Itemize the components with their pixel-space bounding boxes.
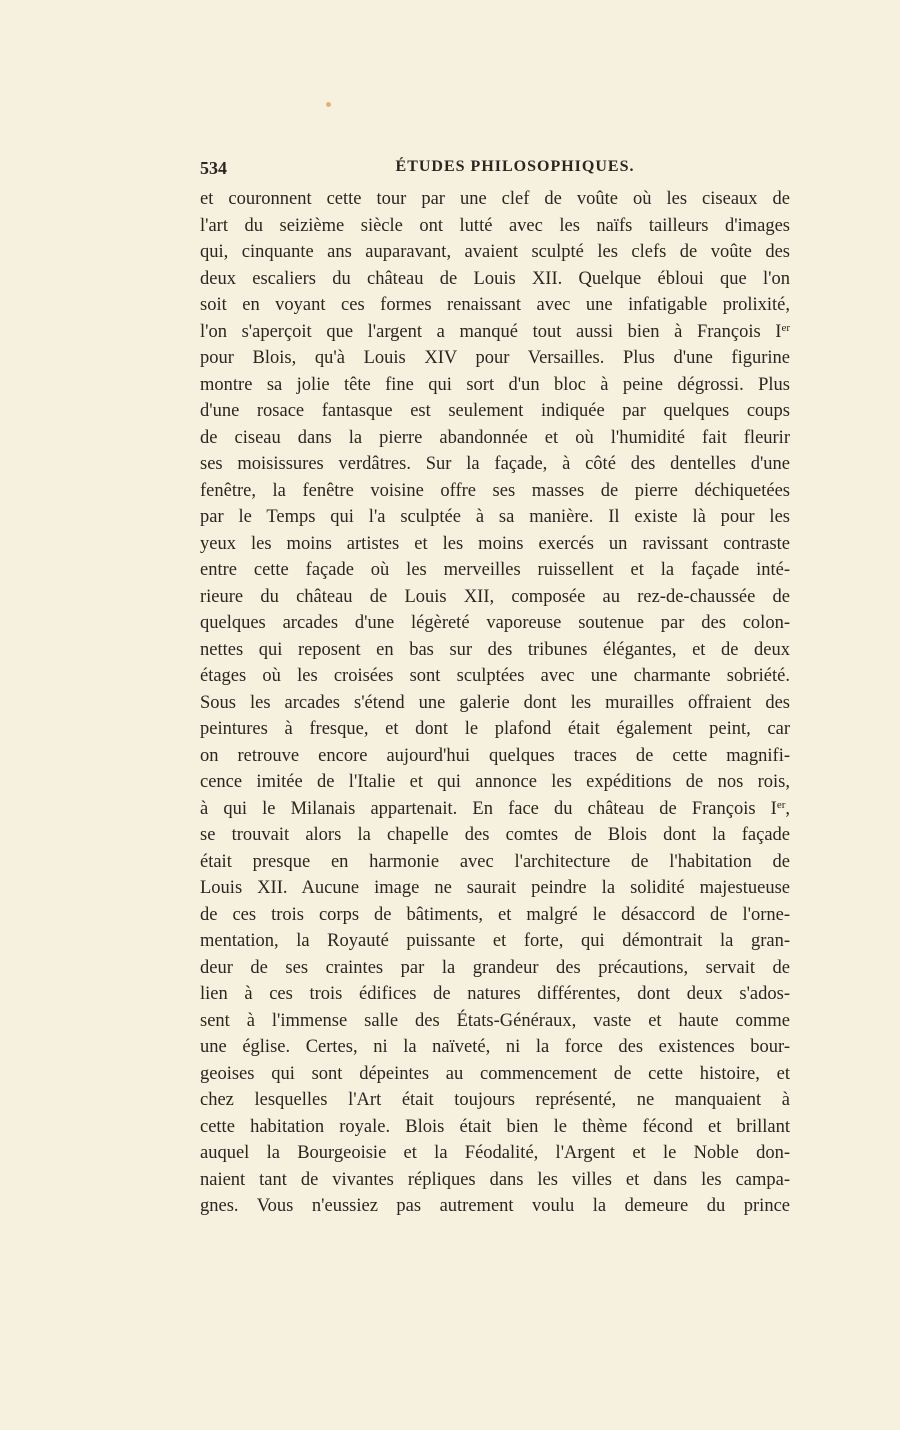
text-line [200,584,790,611]
text-line [200,716,790,743]
line-text: cence imitée de l'Italie et qui annonce les expéditions de nos rois, [200,772,790,792]
line-text: chez lesquelles l'Art était toujours représenté, ne manquaient à [200,1090,790,1110]
text-line [200,743,790,770]
line-text: geoises qui sont dépeintes au commencement de cette histoire, et [200,1063,790,1084]
line-text: on retrouve encore aujourd'hui quelques traces de cette magnifi- [200,745,790,766]
text-line [200,955,790,982]
line-text: lien à ces trois édifices de natures différentes, dont deux s'ados- [200,984,790,1004]
text-line [200,213,790,240]
text-line [200,1087,790,1114]
text-line [200,425,790,452]
text-line [200,822,790,849]
text-line [200,531,790,558]
text-line [200,1140,790,1167]
line-text: de ciseau dans la pierre abandonnée et où l'humidité fait fleurir [200,427,790,448]
line-text: yeux les moins artistes et les moins exercés un ravissant contraste [200,533,790,554]
text-line [200,1114,790,1141]
text-line [200,796,790,823]
text-line [200,239,790,266]
text-line [200,902,790,929]
line-text: par le Temps qui l'a sculptée à sa manière. Il existe là pour les [200,507,790,527]
line-text: nettes qui reposent en bas sur des tribunes élégantes, et de deux [200,639,790,660]
line-text-tail: , [785,798,790,819]
line-text: d'une rosace fantasque est seulement indiquée par quelques coups [200,401,790,421]
text-line [200,478,790,505]
line-text: gnes. Vous n'eussiez pas autrement voulu la demeure du prince [200,1196,790,1216]
text-line [200,875,790,902]
text-line [200,292,790,319]
text-line [200,1008,790,1035]
line-text: qui, cinquante ans auparavant, avaient sculpté les clefs de voûte des [200,242,790,262]
text-line [200,1193,790,1220]
line-text: naient tant de vivantes répliques dans les villes et dans les campa- [200,1169,790,1190]
line-text: rieure du château de Louis XII, composée au rez-de-chaussée de [200,586,790,607]
line-text: peintures à fresque, et dont le plafond était également peint, car [200,719,790,739]
page-number: 534 [200,158,227,178]
line-text: auquel la Bourgeoisie et la Féodalité, l'Argent et le Noble don- [200,1143,790,1163]
line-text: Louis XII. Aucune image ne saurait peindre la solidité majestueuse [200,878,790,898]
line-text: l'on s'aperçoit que l'argent a manqué tout aussi bien à François I [200,321,782,342]
line-text: sent à l'immense salle des États-Généraux, vaste et haute comme [200,1010,790,1031]
line-text: cette habitation royale. Blois était bien le thème fécond et brillant [200,1116,790,1137]
text-line [200,266,790,293]
line-text: mentation, la Royauté puissante et forte, qui démontrait la gran- [200,931,790,951]
line-text: Sous les arcades s'étend une galerie dont les murailles offraient des [200,692,790,713]
text-line [200,319,790,346]
page-header [200,158,790,184]
text-line [200,849,790,876]
line-text: et couronnent cette tour par une clef de voûte où les ciseaux de [200,189,790,209]
line-text: deur de ses craintes par la grandeur des précautions, servait de [200,957,790,978]
text-line [200,372,790,399]
text-line [200,504,790,531]
text-line [200,663,790,690]
line-text: pour Blois, qu'à Louis XIV pour Versailles. Plus d'une figurine [200,348,790,368]
text-line [200,981,790,1008]
superscript: er [776,798,786,811]
line-text: deux escaliers du château de Louis XII. Quelque ébloui que l'on [200,268,790,289]
text-line [200,1167,790,1194]
text-line [200,451,790,478]
text-line [200,637,790,664]
line-text: de ces trois corps de bâtiments, et malgré le désaccord de l'orne- [200,904,790,925]
text-line [200,345,790,372]
line-text: l'art du seizième siècle ont lutté avec les naïfs tailleurs d'images [200,215,790,236]
text-line [200,398,790,425]
line-text: était presque en harmonie avec l'architecture de l'habitation de [200,851,790,872]
line-text: montre sa jolie tête fine qui sort d'un bloc à peine dégrossi. Plus [200,374,790,395]
ink-spot [326,102,331,107]
superscript: er [781,321,790,334]
text-line [200,557,790,584]
line-text: soit en voyant ces formes renaissant avec une infatigable prolixité, [200,295,790,315]
text-line [200,769,790,796]
text-line [200,186,790,213]
line-text: entre cette façade où les merveilles ruissellent et la façade inté- [200,560,790,580]
text-line [200,610,790,637]
line-text: fenêtre, la fenêtre voisine offre ses masses de pierre déchiquetées [200,480,790,501]
line-text: une église. Certes, ni la naïveté, ni la force des existences bour- [200,1037,790,1057]
running-title: ÉTUDES PHILOSOPHIQUES. [395,158,635,175]
text-line [200,690,790,717]
text-line [200,928,790,955]
line-text: à qui le Milanais appartenait. En face du château de François I [200,798,777,819]
text-line [200,1061,790,1088]
line-text: étages où les croisées sont sculptées avec une charmante sobriété. [200,666,790,686]
line-text: quelques arcades d'une légèreté vaporeuse soutenue par des colon- [200,613,790,633]
text-line [200,1034,790,1061]
body-text [200,186,790,1220]
line-text: se trouvait alors la chapelle des comtes de Blois dont la façade [200,825,790,845]
line-text: ses moisissures verdâtres. Sur la façade, à côté des dentelles d'une [200,454,790,474]
